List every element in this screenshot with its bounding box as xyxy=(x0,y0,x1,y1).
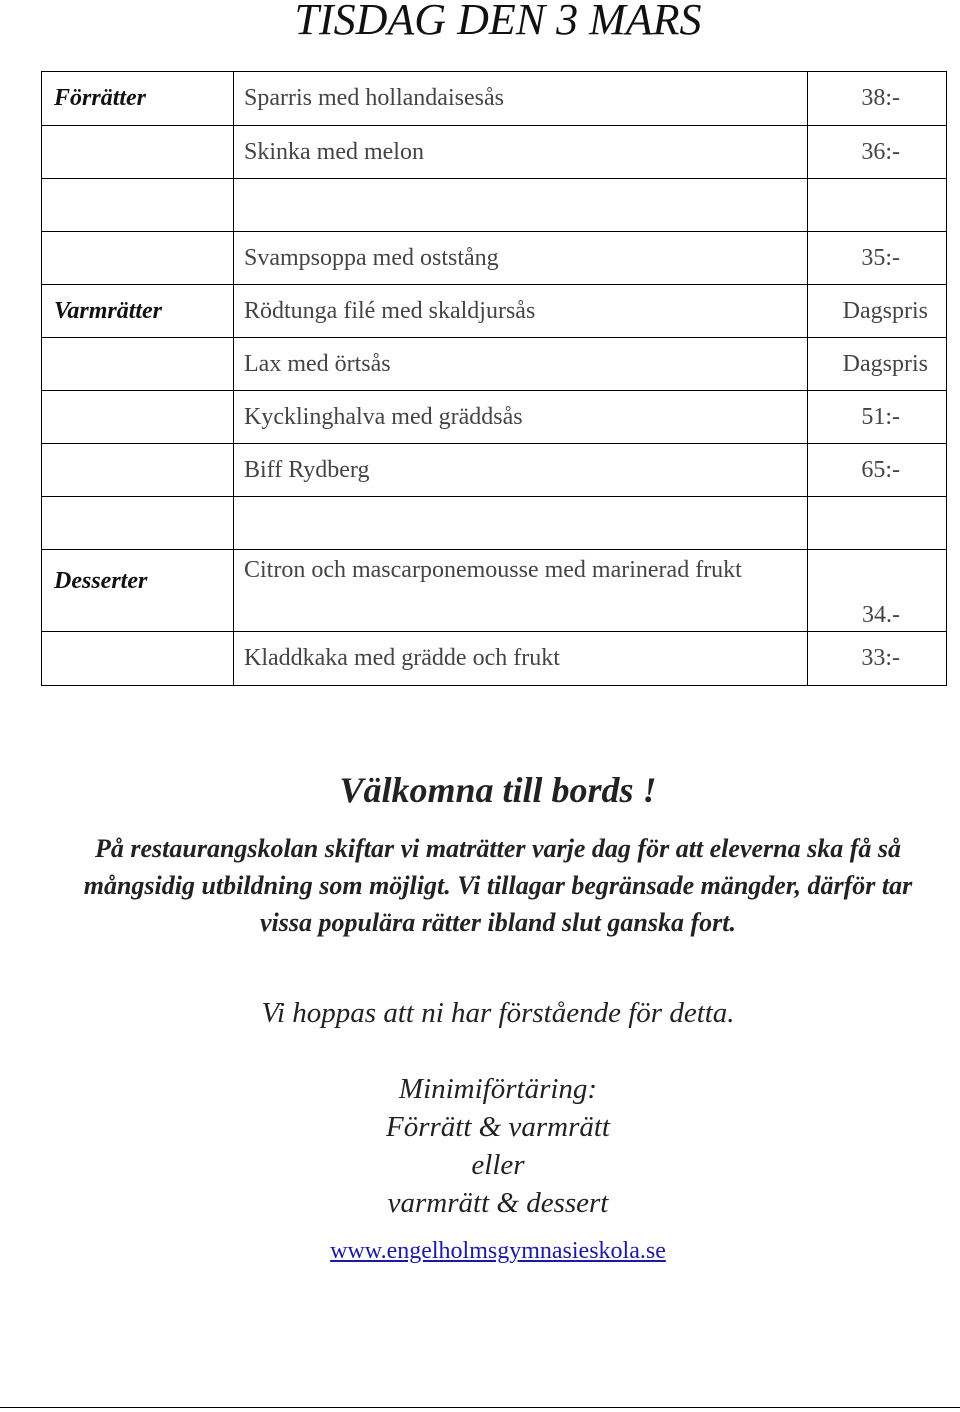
table-row xyxy=(42,232,947,285)
info-paragraph: På restaurangskolan skiftar vi maträtter varje dag för att eleverna ska få så mångsidig utbildning som möjligt. Vi tillagar begränsade mängder, därför tar vissa populära rätter ibland slut ganska fort. xyxy=(83,834,913,937)
table-row xyxy=(42,285,947,338)
empty-cell xyxy=(42,232,234,285)
table-row xyxy=(42,391,947,444)
minimum-order-heading: Minimiförtäring: xyxy=(398,1073,598,1105)
dish-name: Citron och mascarponemousse med marinerad frukt xyxy=(234,550,808,632)
category-forratter: Förrätter xyxy=(42,72,234,126)
dish-name: Biff Rydberg xyxy=(234,444,808,497)
minimum-or: eller xyxy=(471,1149,525,1181)
table-row xyxy=(42,179,947,232)
understanding-note: Vi hoppas att ni har förstående för detta. xyxy=(261,997,735,1029)
dish-price: 35:- xyxy=(808,232,947,285)
table-row xyxy=(42,632,947,686)
dish-price: Dagspris xyxy=(808,338,947,391)
dish-name: Sparris med hollandaisesås xyxy=(234,72,808,126)
dish-price: 36:- xyxy=(808,126,947,179)
table-row xyxy=(42,72,947,126)
dish-price: Dagspris xyxy=(808,285,947,338)
empty-cell xyxy=(42,497,234,550)
table-row xyxy=(42,550,947,632)
empty-cell xyxy=(234,179,808,232)
table-row xyxy=(42,444,947,497)
empty-cell xyxy=(42,126,234,179)
category-varmratter: Varmrätter xyxy=(42,285,234,338)
welcome-heading: Välkomna till bords ! xyxy=(339,770,657,810)
minimum-order-block xyxy=(0,1070,960,1222)
dish-price: 38:- xyxy=(808,72,947,126)
empty-cell xyxy=(42,391,234,444)
dish-price: 51:- xyxy=(808,391,947,444)
category-desserter: Desserter xyxy=(42,550,234,632)
bottom-divider xyxy=(0,1407,960,1408)
minimum-option-2: varmrätt & dessert xyxy=(387,1187,609,1219)
dish-name: Svampsoppa med oststång xyxy=(234,232,808,285)
table-row xyxy=(42,338,947,391)
dish-name: Kycklinghalva med gräddsås xyxy=(234,391,808,444)
empty-cell xyxy=(42,632,234,686)
empty-cell xyxy=(234,497,808,550)
dish-name: Lax med örtsås xyxy=(234,338,808,391)
website-link[interactable]: www.engelholmsgymnasieskola.se xyxy=(330,1238,666,1264)
empty-cell xyxy=(808,497,947,550)
table-row xyxy=(42,497,947,550)
dish-name: Kladdkaka med grädde och frukt xyxy=(234,632,808,686)
menu-table xyxy=(41,71,947,686)
dish-name: Skinka med melon xyxy=(234,126,808,179)
empty-cell xyxy=(42,179,234,232)
empty-cell xyxy=(42,444,234,497)
dish-name: Rödtunga filé med skaldjursås xyxy=(234,285,808,338)
dish-price: 34.- xyxy=(808,550,947,632)
empty-cell xyxy=(42,338,234,391)
table-row xyxy=(42,126,947,179)
page-title: TISDAG DEN 3 MARS xyxy=(294,0,702,44)
minimum-option-1: Förrätt & varmrätt xyxy=(386,1111,610,1143)
dish-price: 33:- xyxy=(808,632,947,686)
empty-cell xyxy=(808,179,947,232)
dish-price: 65:- xyxy=(808,444,947,497)
